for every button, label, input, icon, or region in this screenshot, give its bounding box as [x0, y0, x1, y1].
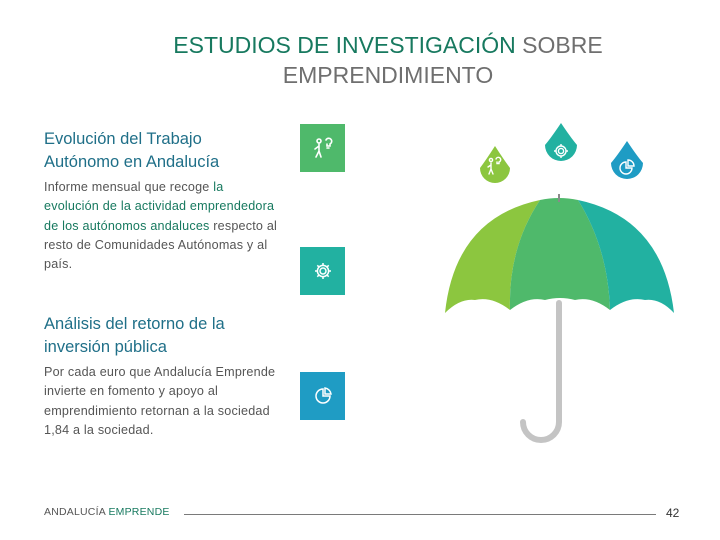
footer-brand	[44, 506, 170, 518]
page-number: 42	[666, 506, 680, 520]
footer-brand-part2: EMPRENDE	[108, 506, 170, 518]
gear-icon	[313, 261, 333, 281]
section-retorno-text: Por cada euro que Andalucía Emprende invierte en fomento y apoyo al emprendimiento retornan a la sociedad 1,84 a la sociedad.	[44, 365, 276, 437]
section-evolucion	[44, 128, 279, 274]
section-retorno	[44, 313, 279, 440]
square-gear	[300, 247, 345, 295]
section-retorno-heading-line1: Análisis del retorno de la	[44, 315, 225, 333]
pie-chart-icon	[313, 386, 333, 406]
section-evolucion-text-c: respecto al resto de Comunidades Autónomas y al país.	[44, 218, 278, 272]
umbrella-handle	[523, 303, 559, 440]
drop-gear	[545, 123, 577, 161]
umbrella-illustration	[410, 118, 700, 448]
section-evolucion-text-b: la evolución de la actividad emprendedora de los autónomos andaluces	[44, 180, 275, 233]
title-line1-part1: ESTUDIOS DE INVESTIGACIÓN	[173, 32, 516, 58]
title-line2: EMPRENDIMIENTO	[282, 62, 494, 88]
person-lightbulb-icon	[312, 136, 334, 160]
square-person-lightbulb	[300, 124, 345, 172]
section-evolucion-heading-line2: Autónomo en Andalucía	[44, 153, 220, 171]
section-evolucion-heading	[44, 128, 279, 174]
drop-person-lightbulb	[480, 146, 510, 183]
footer-brand-part1: ANDALUCÍA	[44, 506, 106, 518]
section-evolucion-text-a: Informe mensual que recoge	[44, 180, 214, 194]
drop-pie-chart	[611, 141, 643, 179]
section-evolucion-heading-line1: Evolución del Trabajo	[44, 130, 202, 148]
footer-divider	[184, 514, 656, 515]
square-pie-chart	[300, 372, 345, 420]
slide-title	[0, 30, 720, 90]
section-evolucion-text	[44, 178, 279, 274]
title-line1-part2: SOBRE	[522, 32, 603, 58]
section-retorno-heading-line2: inversión pública	[44, 338, 167, 356]
section-retorno-heading	[44, 313, 279, 359]
